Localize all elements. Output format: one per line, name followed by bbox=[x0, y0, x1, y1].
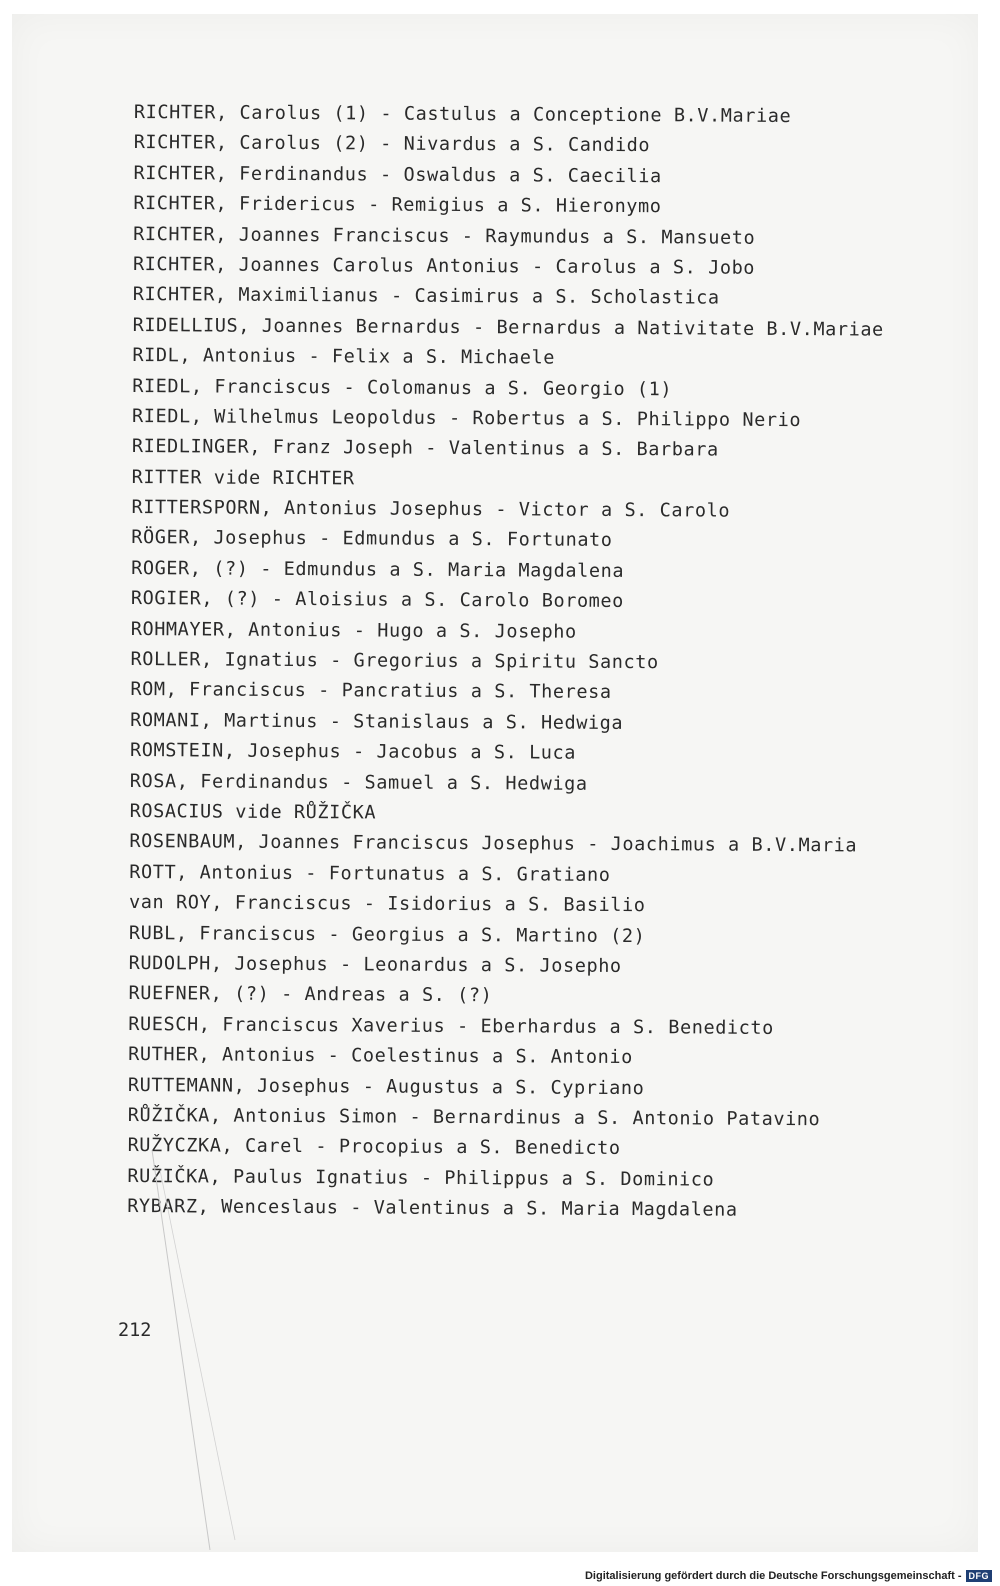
index-entry: RIEDLINGER, Franz Joseph - Valentinus a S. Barbara bbox=[131, 436, 719, 461]
index-entry: RUŽIČKA, Paulus Ignatius - Philippus a S. Dominico bbox=[127, 1165, 715, 1191]
index-entry: RICHTER, Joannes Carolus Antonius - Carolus a S. Jobo bbox=[132, 253, 756, 279]
index-entry: ROHMAYER, Antonius - Hugo a S. Josepho bbox=[130, 618, 577, 643]
index-entry: ROSACIUS vide RŮŽIČKA bbox=[129, 800, 377, 824]
index-entry: ROSA, Ferdinandus - Samuel a S. Hedwiga bbox=[129, 770, 588, 795]
index-entry: ROLLER, Ignatius - Gregorius a Spiritu Sancto bbox=[130, 649, 659, 674]
index-entry: RUŽYCZKA, Carel - Procopius a S. Benedicto bbox=[127, 1135, 621, 1160]
index-entry: RICHTER, Carolus (1) - Castulus a Conceptione B.V.Mariae bbox=[133, 101, 792, 128]
index-entry: ROGER, (?) - Edmundus a S. Maria Magdalena bbox=[131, 557, 625, 582]
index-entry: RŮŽIČKA, Antonius Simon - Bernardinus a S. Antonio Patavino bbox=[127, 1104, 821, 1131]
index-entry: ROTT, Antonius - Fortunatus a S. Gratiano bbox=[129, 861, 611, 886]
index-entry: ROSENBAUM, Joannes Franciscus Josephus - Joachimus a B.V.Maria bbox=[129, 831, 858, 857]
index-entry: RUBL, Franciscus - Georgius a S. Martino (2) bbox=[128, 922, 646, 947]
index-entry: RICHTER, Maximilianus - Casimirus a S. Scholastica bbox=[132, 284, 720, 309]
index-entry: ROM, Franciscus - Pancratius a S. Theresa bbox=[130, 679, 612, 704]
index-entry: RUDOLPH, Josephus - Leonardus a S. Josepho bbox=[128, 952, 622, 977]
index-entry: RIDL, Antonius - Felix a S. Michaele bbox=[132, 345, 556, 369]
index-entry: RIEDL, Franciscus - Colomanus a S. Georgio (1) bbox=[132, 375, 673, 400]
index-entry: RUTHER, Antonius - Coelestinus a S. Antonio bbox=[128, 1044, 633, 1069]
index-entry: RIEDL, Wilhelmus Leopoldus - Robertus a S. Philippo Nerio bbox=[131, 405, 802, 431]
index-entry: ROMSTEIN, Josephus - Jacobus a S. Luca bbox=[129, 740, 577, 764]
index-entry: RIDELLIUS, Joannes Bernardus - Bernardus a Nativitate B.V.Mariae bbox=[132, 314, 884, 341]
dfg-logo-icon: DFG bbox=[966, 1570, 993, 1582]
index-entry: RYBARZ, Wenceslaus - Valentinus a S. Maria Magdalena bbox=[127, 1196, 738, 1221]
index-entry: RUTTEMANN, Josephus - Augustus a S. Cypriano bbox=[127, 1074, 645, 1099]
page-number: 212 bbox=[118, 1320, 152, 1341]
index-entry: van ROY, Franciscus - Isidorius a S. Basilio bbox=[129, 892, 646, 917]
index-entry: RICHTER, Fridericus - Remigius a S. Hieronymo bbox=[133, 193, 662, 218]
index-entry: RICHTER, Joannes Franciscus - Raymundus a S. Mansueto bbox=[133, 223, 756, 249]
index-entry: RICHTER, Carolus (2) - Nivardus a S. Candido bbox=[133, 132, 651, 157]
index-entry: RUESCH, Franciscus Xaverius - Eberhardus a S. Benedicto bbox=[128, 1013, 774, 1039]
index-entry: RICHTER, Ferdinandus - Oswaldus a S. Caecilia bbox=[133, 162, 662, 188]
index-entry: RITTERSPORN, Antonius Josephus - Victor a S. Carolo bbox=[131, 497, 731, 522]
index-entry: RITTER vide RICHTER bbox=[131, 466, 355, 490]
digitization-credit bbox=[585, 1570, 992, 1582]
name-index-list bbox=[127, 98, 954, 1227]
index-entry: RÖGER, Josephus - Edmundus a S. Fortunato bbox=[131, 527, 613, 552]
index-entry: ROMANI, Martinus - Stanislaus a S. Hedwiga bbox=[130, 709, 624, 734]
index-entry: RUEFNER, (?) - Andreas a S. (?) bbox=[128, 983, 493, 1007]
index-entry: ROGIER, (?) - Aloisius a S. Carolo Boromeo bbox=[130, 588, 624, 613]
credit-text: Digitalisierung gefördert durch die Deutsche Forschungsgemeinschaft - bbox=[584, 1570, 962, 1582]
